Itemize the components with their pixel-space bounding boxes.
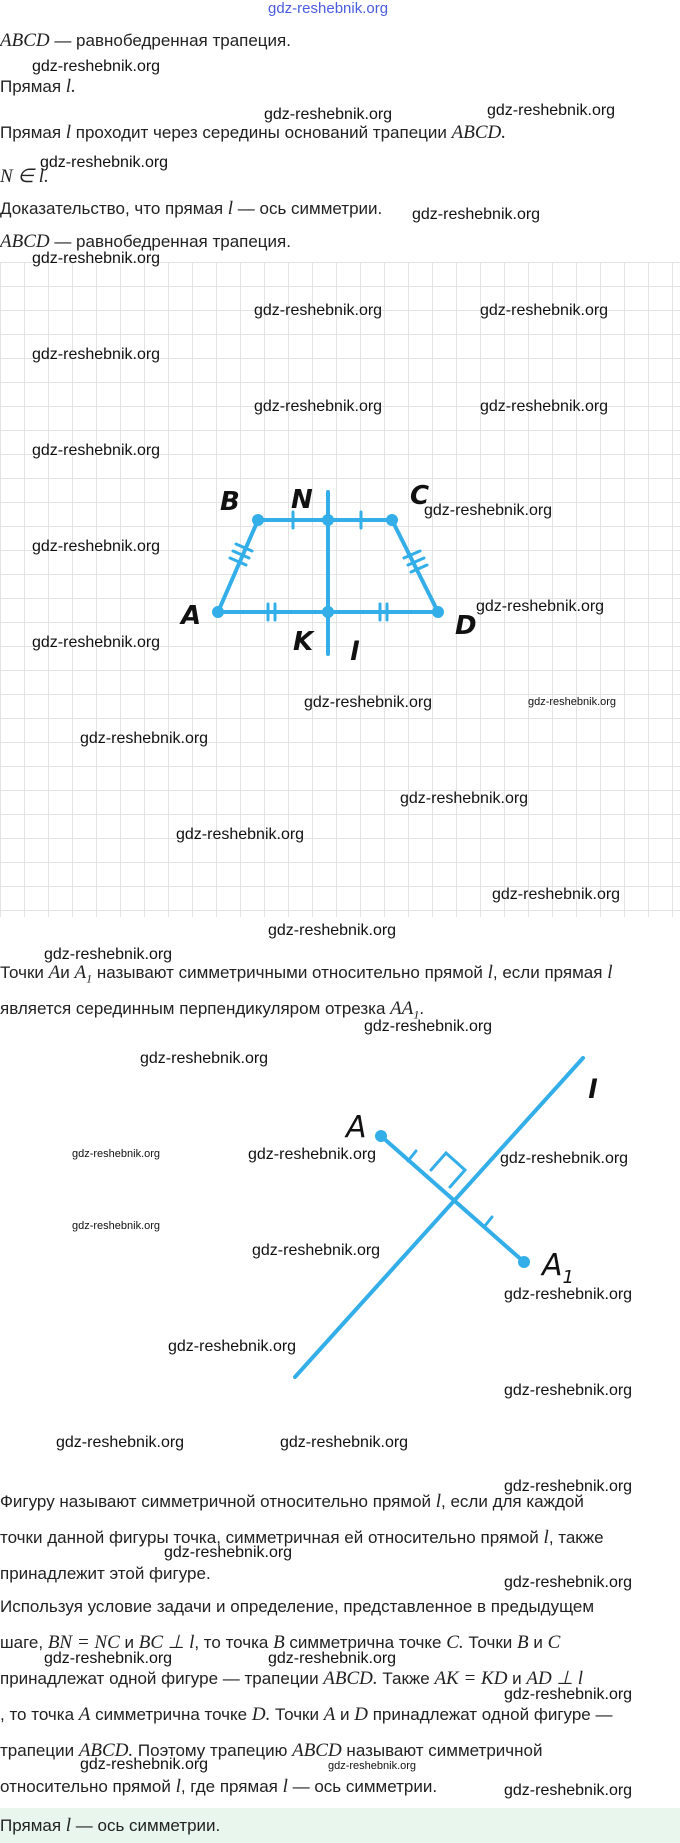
watermark: gdz-reshebnik.org — [72, 1220, 161, 1232]
math: ABCD. — [78, 1740, 134, 1761]
point-a — [375, 1130, 387, 1142]
math-l: l — [487, 962, 493, 983]
math: BN = NC — [47, 1632, 120, 1653]
watermark: gdz-reshebnik.org — [248, 1146, 377, 1163]
text: принадлежит этой фигуре. — [0, 1564, 211, 1583]
watermark: gdz-reshebnik.org — [424, 502, 553, 519]
watermark: gdz-reshebnik.org — [140, 1050, 269, 1067]
math-abcd: ABCD — [0, 30, 50, 51]
math-l: l — [227, 198, 234, 219]
math-l: l. — [65, 76, 76, 97]
watermark: gdz-reshebnik.org — [32, 58, 161, 75]
label-d: D — [455, 611, 477, 641]
label-a1 — [540, 1248, 574, 1288]
axis-l — [295, 1058, 583, 1377]
given-text: — ось симметрии. — [233, 199, 383, 218]
label-l: l — [350, 637, 359, 667]
text: называют симметричными относительно прямой — [92, 963, 488, 982]
side-ab — [218, 520, 258, 612]
math: D. — [251, 1704, 271, 1725]
watermark: gdz-reshebnik.org — [504, 1686, 633, 1703]
watermark: gdz-reshebnik.org — [176, 826, 305, 843]
text: , то точка — [0, 1705, 79, 1724]
answer-box — [0, 1808, 680, 1843]
text: , если прямая — [492, 963, 608, 982]
text: Прямая — [0, 1816, 66, 1835]
math-l: l — [435, 1491, 442, 1512]
label-c: C — [410, 481, 430, 511]
math-l: l — [65, 122, 72, 143]
math: AK = KD — [434, 1668, 508, 1689]
text: называют симметричной — [341, 1741, 543, 1760]
text: точки данной фигуры точка, симметричная ей относительно прямой — [0, 1528, 544, 1547]
text: и — [507, 1669, 527, 1688]
given-text: Прямая — [0, 77, 66, 96]
text: симметрична точке — [284, 1633, 447, 1652]
watermark: gdz-reshebnik.org — [80, 1756, 209, 1773]
math-sub: 1 — [413, 1007, 420, 1022]
math: l — [175, 1776, 181, 1797]
solution-line1 — [0, 1589, 680, 1625]
watermark: gdz-reshebnik.org — [504, 1574, 633, 1591]
point-b — [252, 514, 264, 526]
text: является серединным перпендикуляром отрезка — [0, 999, 391, 1018]
watermark: gdz-reshebnik.org — [412, 206, 541, 223]
text: и — [528, 1633, 548, 1652]
watermark: gdz-reshebnik.org — [528, 696, 617, 708]
watermark: gdz-reshebnik.org — [168, 1338, 297, 1355]
point-k — [322, 606, 334, 618]
text: относительно прямой — [0, 1777, 176, 1796]
text: , где прямая — [180, 1777, 283, 1796]
watermark: gdz-reshebnik.org — [254, 398, 383, 415]
watermark: gdz-reshebnik.org — [400, 790, 529, 807]
math: B — [273, 1632, 285, 1653]
watermark: gdz-reshebnik.org — [480, 302, 609, 319]
math: A — [78, 1704, 91, 1725]
math-a1: A — [74, 962, 87, 983]
watermark: gdz-reshebnik.org — [268, 922, 397, 939]
given-line-2 — [0, 76, 76, 98]
watermark: gdz-reshebnik.org — [80, 730, 209, 747]
watermark: gdz-reshebnik.org — [44, 1650, 173, 1667]
math-abcd: ABCD — [0, 231, 50, 252]
given-line-5 — [0, 198, 382, 220]
definition1-line1 — [0, 962, 612, 986]
text: и — [335, 1705, 355, 1724]
text: принадлежат одной фигуре — трапеции — [0, 1669, 324, 1688]
label-n: N — [291, 485, 313, 515]
given-line-3 — [0, 122, 506, 144]
watermark: gdz-reshebnik.org — [476, 598, 605, 615]
math: D — [354, 1704, 368, 1725]
given-text: — равнобедренная трапеция. — [49, 31, 291, 50]
text: и — [119, 1633, 139, 1652]
text: Точки — [270, 1705, 324, 1724]
site-watermark-top: gdz-reshebnik.org — [268, 0, 389, 17]
text: Используя условие задачи и определение, представленное в предыдущем — [0, 1597, 595, 1616]
math: C — [547, 1632, 561, 1653]
given-text: Прямая — [0, 123, 66, 142]
text: — ось симметрии. — [287, 1777, 438, 1796]
math-a: A — [48, 962, 61, 983]
math-aa1: AA — [390, 998, 414, 1019]
watermark: gdz-reshebnik.org — [504, 1286, 633, 1303]
text: , также — [548, 1528, 604, 1547]
text: Точки — [463, 1633, 517, 1652]
watermark: gdz-reshebnik.org — [504, 1382, 633, 1399]
watermark: gdz-reshebnik.org — [492, 886, 621, 903]
label-a1-sub: 1 — [562, 1267, 574, 1288]
given-text: — равнобедренная трапеция. — [49, 232, 291, 251]
watermark: gdz-reshebnik.org — [56, 1434, 185, 1451]
label-a: A — [346, 1110, 367, 1145]
text: Поэтому трапецию — [133, 1741, 293, 1760]
math: C. — [446, 1632, 464, 1653]
watermark: gdz-reshebnik.org — [32, 250, 161, 267]
definition2-line2 — [0, 1520, 680, 1556]
math: AD ⊥ l — [526, 1668, 584, 1689]
watermark: gdz-reshebnik.org — [268, 1650, 397, 1667]
point-d — [432, 606, 444, 618]
text: принадлежат одной фигуре — — [368, 1705, 613, 1724]
watermark: gdz-reshebnik.org — [164, 1544, 293, 1561]
watermark: gdz-reshebnik.org — [504, 1478, 633, 1495]
watermark: gdz-reshebnik.org — [252, 1242, 381, 1259]
watermark: gdz-reshebnik.org — [264, 106, 393, 123]
text: Также — [377, 1669, 435, 1688]
text: , то точка — [194, 1633, 274, 1652]
math: BC ⊥ l — [138, 1632, 195, 1653]
watermark: gdz-reshebnik.org — [328, 1760, 417, 1772]
tick-a-mid — [408, 1151, 416, 1161]
label-a: A — [181, 601, 202, 631]
watermark: gdz-reshebnik.org — [500, 1150, 629, 1167]
label-b: B — [220, 487, 240, 517]
watermark: gdz-reshebnik.org — [32, 538, 161, 555]
point-a — [212, 606, 224, 618]
watermark: gdz-reshebnik.org — [32, 346, 161, 363]
tick-mid-a1 — [484, 1217, 492, 1227]
text: шаге, — [0, 1633, 48, 1652]
math-l: l — [65, 1815, 72, 1836]
text: и — [60, 963, 75, 982]
text: . — [419, 999, 425, 1018]
label-a1-main: A — [542, 1248, 563, 1283]
math: B — [517, 1632, 529, 1653]
given-line-1 — [0, 30, 291, 52]
watermark: gdz-reshebnik.org — [504, 1782, 633, 1799]
math-l: l — [543, 1527, 549, 1548]
watermark: gdz-reshebnik.org — [72, 1148, 161, 1160]
label-l: l — [588, 1075, 597, 1105]
math-sub: 1 — [86, 971, 93, 986]
math: l — [282, 1776, 288, 1797]
watermark: gdz-reshebnik.org — [254, 302, 383, 319]
math: ABCD — [292, 1740, 342, 1761]
text: Точки — [0, 963, 49, 982]
watermark: gdz-reshebnik.org — [280, 1434, 409, 1451]
text: Фигуру называют симметричной относительно прямой — [0, 1492, 436, 1511]
watermark: gdz-reshebnik.org — [487, 102, 616, 119]
point-c — [386, 514, 398, 526]
point-n — [322, 514, 334, 526]
math: A — [323, 1704, 336, 1725]
watermark: gdz-reshebnik.org — [40, 154, 169, 171]
text: — ось симметрии. — [71, 1816, 221, 1835]
watermark: gdz-reshebnik.org — [44, 946, 173, 963]
point-a1 — [518, 1256, 530, 1268]
math: ABCD. — [323, 1668, 378, 1689]
math-l: l — [607, 962, 613, 983]
text: симметрична точке — [90, 1705, 252, 1724]
watermark: gdz-reshebnik.org — [480, 398, 609, 415]
text: , если для каждой — [441, 1492, 584, 1511]
given-text: Доказательство, что прямая — [0, 199, 228, 218]
given-text: проходит через середины оснований трапеции — [71, 123, 452, 142]
watermark: gdz-reshebnik.org — [304, 694, 433, 711]
side-cd — [392, 520, 438, 612]
math-n-in-l: N ∈ l. — [0, 166, 49, 187]
watermark: gdz-reshebnik.org — [32, 634, 161, 651]
watermark: gdz-reshebnik.org — [32, 442, 161, 459]
watermark: gdz-reshebnik.org — [364, 1018, 493, 1035]
label-k: K — [293, 627, 314, 657]
math-abcd: ABCD. — [451, 122, 506, 143]
text: трапеции — [0, 1741, 79, 1760]
definition1-line2 — [0, 998, 424, 1022]
